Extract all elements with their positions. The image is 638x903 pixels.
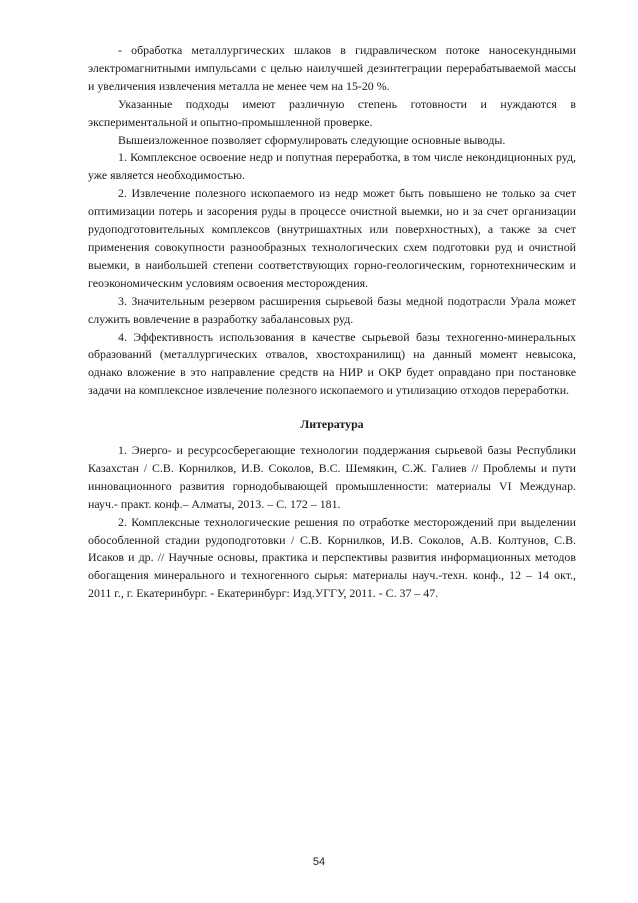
paragraph-slag-processing: - обработка металлургических шлаков в гидравлическом потоке наносекундными электромагнитными импульсами с целью наилучшей дезинтеграции перерабатываемой массы и увеличения извлечения металла не менее чем на 15-20 %. bbox=[88, 43, 576, 93]
paragraph-conclusion-4: 4. Эффективность использования в качестве сырьевой базы техногенно-минеральных образований (металлургических отвалов, хвостохранилищ) на данный момент невысока, однако вложение в это направление средств на НИР и ОКР будет оправдано при постановке задачи на комплексное извлечение полезного ископаемого и утилизацию отходов переработки. bbox=[88, 329, 576, 398]
paragraph-conclusion-1: 1. Комплексное освоение недр и попутная переработка, в том числе некондиционных руд, уже является необходимостью. bbox=[88, 150, 576, 183]
paragraph-approaches: Указанные подходы имеют различную степень готовности и нуждаются в экспериментальной и опытно-промышленной проверке. bbox=[88, 96, 576, 129]
paragraph-conclusion-2: 2. Извлечение полезного ископаемого из недр может быть повышено не только за счет оптимизации потерь и засорения руды в процессе очистной выемки, но и за счет организации рудоподготовительных комплексов (внутришахтных или поверхностных), а также за счет применения совокупности разнообразных технологических схем подготовки руд и очистной выемки, в наибольшей степени соответствующих горно-геологическим, горнотехническим и геоэкономическим условиям освоения месторождения. bbox=[88, 186, 576, 290]
page-number: 54 bbox=[312, 856, 326, 868]
paragraph-conclusion-3: 3. Значительным резервом расширения сырьевой базы медной подотрасли Урала может служить вовлечение в разработку забалансовых руд. bbox=[88, 293, 576, 326]
literature-heading: Литература bbox=[300, 417, 364, 432]
reference-item-2: 2. Комплексные технологические решения по отработке месторождений при выделении обособленной стадии рудоподготовки / С.В. Корнилков, И.В. Соколов, А.В. Колтунов, С.В. Исаков и др. // Научные основы, практика и перспективы развития информационных методов обогащения минерального и техногенного сырья: материалы науч.-техн. конф., 12 – 14 окт., 2011 г., г. Екатеринбург. - Екатеринбург: Изд.УГГУ, 2011. - С. 37 – 47. bbox=[88, 514, 576, 601]
reference-item-1: 1. Энерго- и ресурсосберегающие технологии поддержания сырьевой базы Республики Казахстан / С.В. Корнилков, И.В. Соколов, В.С. Шемякин, С.Ж. Галиев // Проблемы и пути инновационного развития горнодобывающей промышленности: материалы VI Междунар. науч.- практ. конф.– Алматы, 2013. – С. 172 – 181. bbox=[88, 443, 576, 511]
paragraph-conclusions-intro: Вышеизложенное позволяет сформулировать следующие основные выводы. bbox=[118, 132, 506, 147]
body-text bbox=[88, 42, 576, 603]
